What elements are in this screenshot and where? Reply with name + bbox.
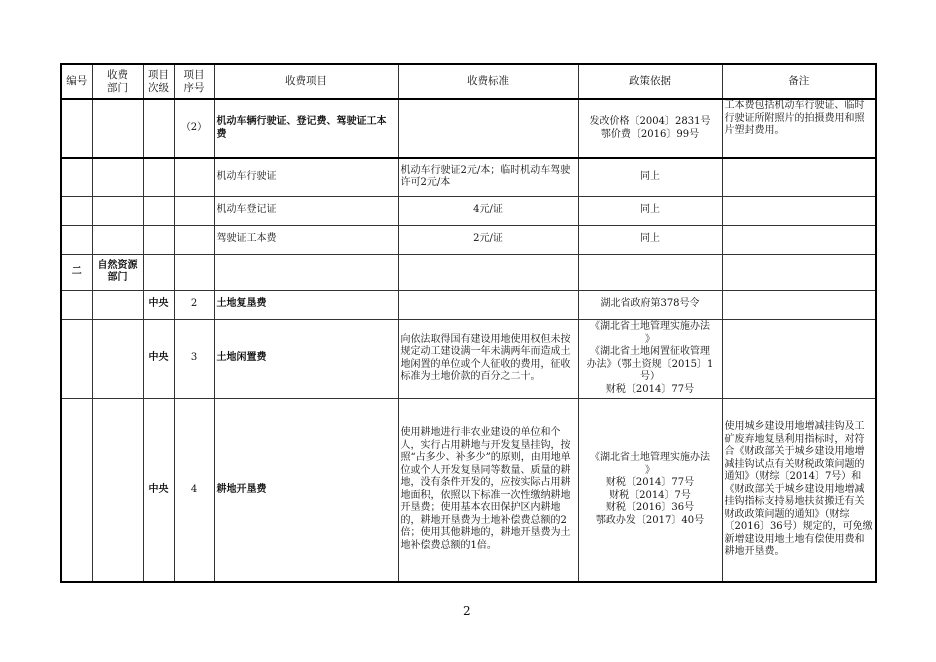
cell-level xyxy=(143,254,174,290)
cell-dept xyxy=(92,99,143,158)
table-row xyxy=(61,290,876,319)
cell-no xyxy=(61,290,92,319)
cell-standard: 2元/证 xyxy=(398,225,578,254)
cell-dept xyxy=(92,158,143,196)
cell-dept: 自然资源 部门 xyxy=(92,254,143,290)
cell-item: 土地复垦费 xyxy=(214,290,398,319)
table-header xyxy=(61,64,876,99)
cell-note xyxy=(722,319,876,398)
cell-seq xyxy=(174,196,214,225)
cell-level: 中央 xyxy=(143,290,174,319)
cell-note: 工本费包括机动车行驶证、临时行驶证所附照片的拍摄费用和照片塑封费用。 xyxy=(722,99,876,158)
cell-item: 驾驶证工本费 xyxy=(214,225,398,254)
page-number: 2 xyxy=(463,604,471,618)
header-item: 收费项目 xyxy=(214,64,398,99)
cell-note: 使用城乡建设用地增减挂钩及工矿废弃地复垦利用指标时，对符合《财政部关于城乡建设用地增减挂钩试点有关财税政策问题的通知》（财综〔2014〕7号）和《财政部关于城乡建设用地增减挂钩指标支持易地扶贫搬迁有关财政政策问题的通知》（财综〔2016〕36号）规定的，可免缴新增建设用地土地有偿使用费和耕地开垦费。 xyxy=(722,398,876,582)
cell-item: 机动车辆行驶证、登记费、驾驶证工本费 xyxy=(214,99,398,158)
cell-standard xyxy=(398,254,578,290)
cell-seq: 2 xyxy=(174,290,214,319)
cell-note xyxy=(722,225,876,254)
cell-policy: 同上 xyxy=(578,225,722,254)
table-row xyxy=(61,398,876,582)
header-note: 备注 xyxy=(722,64,876,99)
cell-dept xyxy=(92,290,143,319)
table-row xyxy=(61,158,876,196)
cell-no xyxy=(61,319,92,398)
cell-item: 耕地开垦费 xyxy=(214,398,398,582)
cell-dept xyxy=(92,319,143,398)
cell-seq: 4 xyxy=(174,398,214,582)
cell-policy: 《湖北省土地管理实施办法 》 财税〔2014〕77号 财税〔2014〕7号 财税〔2016〕36号 鄂政办发〔2017〕40号 xyxy=(578,398,722,582)
cell-level xyxy=(143,225,174,254)
cell-no xyxy=(61,196,92,225)
table-row xyxy=(61,225,876,254)
cell-dept xyxy=(92,225,143,254)
cell-dept xyxy=(92,196,143,225)
cell-standard xyxy=(398,99,578,158)
cell-policy: 同上 xyxy=(578,196,722,225)
cell-policy: 发改价格〔2004〕2831号 鄂价费〔2016〕99号 xyxy=(578,99,722,158)
cell-no xyxy=(61,99,92,158)
cell-note xyxy=(722,158,876,196)
cell-level xyxy=(143,196,174,225)
table-row xyxy=(61,99,876,158)
table-row xyxy=(61,254,876,290)
header-level: 项目 次级 xyxy=(143,64,174,99)
cell-seq xyxy=(174,225,214,254)
cell-no xyxy=(61,158,92,196)
cell-level: 中央 xyxy=(143,319,174,398)
cell-standard: 机动车行驶证2元/本；临时机动车驾驶许可2元/本 xyxy=(398,158,578,196)
cell-no xyxy=(61,398,92,582)
cell-level: 中央 xyxy=(143,398,174,582)
cell-note xyxy=(722,196,876,225)
cell-standard: 使用耕地进行非农业建设的单位和个人，实行占用耕地与开发复垦挂钩，按照“占多少、补多少”的原则，由用地单位或个人开发复垦同等数量、质量的耕地，没有条件开发的，应按实际占用耕地面积，依照以下标准一次性缴纳耕地开垦费；使用基本农田保护区内耕地的，耕地开垦费为土地补偿费总额的2倍；使用其他耕地的，耕地开垦费为土地补偿费总额的1倍。 xyxy=(398,398,578,582)
cell-policy: 《湖北省土地管理实施办法 》 《湖北省土地闲置征收管理 办法》（鄂土资规〔2015〕1 号） 财税〔2014〕77号 xyxy=(578,319,722,398)
table-row xyxy=(61,319,876,398)
cell-policy: 湖北省政府第378号令 xyxy=(578,290,722,319)
header-no: 编号 xyxy=(61,64,92,99)
header-dept: 收费 部门 xyxy=(92,64,143,99)
cell-seq: 3 xyxy=(174,319,214,398)
cell-item xyxy=(214,254,398,290)
cell-level xyxy=(143,158,174,196)
cell-note xyxy=(722,290,876,319)
header-seq: 项目 序号 xyxy=(174,64,214,99)
cell-no xyxy=(61,225,92,254)
cell-no: 二 xyxy=(61,254,92,290)
cell-level xyxy=(143,99,174,158)
cell-item: 机动车行驶证 xyxy=(214,158,398,196)
cell-seq: （2） xyxy=(174,99,214,158)
cell-policy: 同上 xyxy=(578,158,722,196)
fee-table xyxy=(60,63,877,583)
cell-standard: 4元/证 xyxy=(398,196,578,225)
cell-standard: 向依法取得国有建设用地使用权但未按规定动工建设满一年未满两年而造成土地闲置的单位或个人征收的费用，征收标准为土地价款的百分之二十。 xyxy=(398,319,578,398)
cell-note xyxy=(722,254,876,290)
table-row xyxy=(61,196,876,225)
cell-seq xyxy=(174,254,214,290)
cell-policy xyxy=(578,254,722,290)
header-policy: 政策依据 xyxy=(578,64,722,99)
cell-item: 机动车登记证 xyxy=(214,196,398,225)
header-standard: 收费标准 xyxy=(398,64,578,99)
cell-dept xyxy=(92,398,143,582)
cell-standard xyxy=(398,290,578,319)
cell-item: 土地闲置费 xyxy=(214,319,398,398)
cell-seq xyxy=(174,158,214,196)
